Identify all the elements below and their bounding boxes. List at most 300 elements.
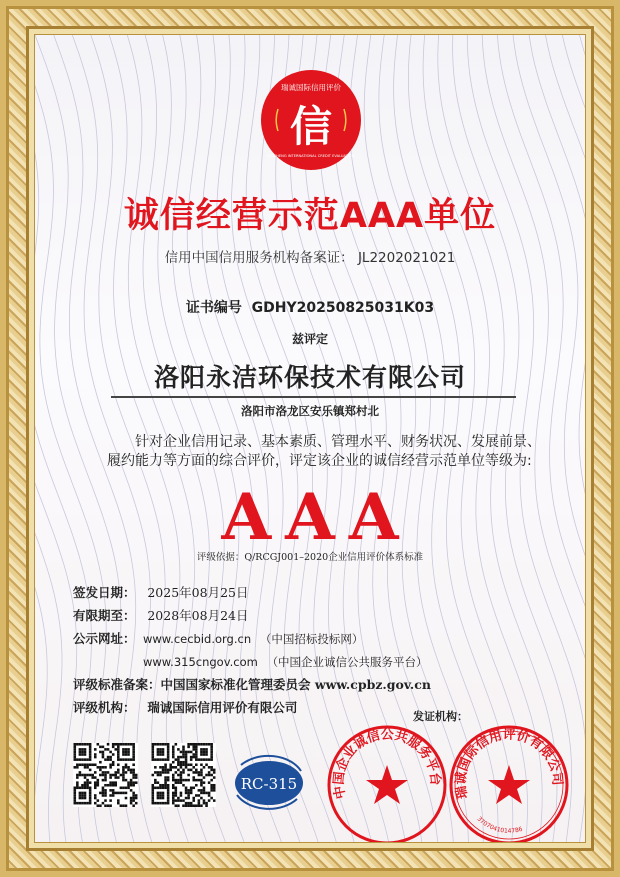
qr-module [195, 769, 198, 772]
qr-module [84, 763, 87, 766]
qr-module [104, 776, 107, 779]
website-link-2[interactable]: www.315cngov.com [143, 655, 258, 669]
seal-text: 中国企业诚信公共服务平台 [331, 727, 443, 801]
qr-module [81, 758, 84, 761]
qr-module [132, 753, 135, 756]
qr-module [198, 743, 201, 746]
qr-module [132, 784, 135, 787]
qr-module [203, 789, 206, 792]
qr-module [89, 787, 92, 790]
qr-module [167, 769, 170, 772]
qr-module [127, 787, 130, 790]
qr-module [132, 763, 135, 766]
qr-module [192, 766, 195, 769]
qr-module [203, 753, 206, 756]
website-name-1: （中国招标投标网） [259, 632, 364, 646]
qr-module [89, 746, 92, 749]
qr-module [177, 797, 180, 800]
qr-module [187, 751, 190, 754]
qr-module [210, 753, 213, 756]
qr-module [185, 789, 188, 792]
qr-module [203, 799, 206, 802]
registration-number: 信用中国信用服务机构备案证： JL2202021021 [164, 250, 456, 266]
qr-module [76, 763, 79, 766]
qr-module [97, 799, 100, 802]
qr-module [84, 766, 87, 769]
qr-module [187, 746, 190, 749]
qr-module [112, 753, 115, 756]
qr-module [203, 748, 206, 751]
qr-code-1[interactable] [73, 743, 138, 807]
qr-module [89, 769, 92, 772]
qr-module [135, 776, 138, 779]
qr-module [200, 784, 203, 787]
qr-module [89, 758, 92, 761]
qr-module [190, 804, 193, 807]
qr-module [190, 743, 193, 746]
qr-module [175, 781, 178, 784]
qr-module [102, 766, 105, 769]
qr-module [213, 787, 216, 790]
qr-module [79, 763, 82, 766]
qr-module [112, 781, 115, 784]
certificate-body [34, 34, 586, 843]
seal-text: 瑞诚国际信用评价有限公司 [453, 727, 565, 801]
qr-module [180, 761, 183, 764]
qr-module [74, 758, 77, 761]
qr-module [205, 792, 208, 795]
qr-module [152, 774, 155, 777]
qr-module [157, 774, 160, 777]
qr-module [203, 766, 206, 769]
qr-module [172, 748, 175, 751]
qr-module [180, 779, 183, 782]
wave-line [35, 35, 47, 843]
qr-module [187, 769, 190, 772]
qr-module [74, 766, 77, 769]
qr-module [198, 799, 201, 802]
qr-module [152, 792, 155, 795]
qr-module [198, 779, 201, 782]
website-row [73, 630, 363, 647]
qr-module [132, 758, 135, 761]
qr-module [81, 792, 84, 795]
qr-module [167, 787, 170, 790]
qr-module [120, 743, 123, 746]
qr-module [208, 766, 211, 769]
website-link-1[interactable]: www.cecbid.org.cn [143, 632, 252, 646]
qr-module [200, 743, 203, 746]
qr-module [177, 774, 180, 777]
qr-module [117, 771, 120, 774]
qr-module [107, 758, 110, 761]
qr-module [210, 769, 213, 772]
qr-module [200, 771, 203, 774]
qr-module [157, 794, 160, 797]
qr-module [99, 751, 102, 754]
valid-date-label: 有限期至： [73, 608, 136, 623]
qr-module [203, 776, 206, 779]
qr-module [187, 743, 190, 746]
qr-module [102, 751, 105, 754]
issuer-label: 发证机构： [413, 710, 468, 723]
qr-module [74, 794, 77, 797]
qr-module [122, 743, 125, 746]
qr-module [190, 802, 193, 805]
wave-line [35, 35, 62, 843]
qr-module [182, 751, 185, 754]
qr-module [205, 743, 208, 746]
qr-module [89, 751, 92, 754]
qr-module [203, 781, 206, 784]
qr-module [81, 748, 84, 751]
issue-date: 2025年08月25日 [147, 585, 249, 600]
qr-module [114, 748, 117, 751]
qr-module [114, 784, 117, 787]
qr-module [210, 797, 213, 800]
qr-module [200, 758, 203, 761]
qr-module [94, 781, 97, 784]
qr-module [152, 756, 155, 759]
company-address: 洛阳市洛龙区安乐镇郑村北 [241, 404, 379, 418]
qr-module [203, 743, 206, 746]
qr-module [159, 784, 162, 787]
rc315-logo [231, 751, 307, 811]
qr-module [130, 769, 133, 772]
qr-module [175, 779, 178, 782]
qr-module [76, 758, 79, 761]
qr-module [122, 748, 125, 751]
qr-module [125, 787, 128, 790]
qr-module [167, 779, 170, 782]
qr-module [112, 784, 115, 787]
qr-module [132, 756, 135, 759]
qr-module [86, 766, 89, 769]
qr-module [210, 766, 213, 769]
qr-module [200, 753, 203, 756]
qr-module [125, 766, 128, 769]
qr-module [132, 748, 135, 751]
qr-module [185, 787, 188, 790]
qr-module [185, 802, 188, 805]
qr-module [94, 776, 97, 779]
qr-module [120, 787, 123, 790]
qr-module [177, 756, 180, 759]
qr-module [195, 771, 198, 774]
qr-module [94, 784, 97, 787]
qr-module [132, 751, 135, 754]
qr-module [114, 792, 117, 795]
qr-module [164, 781, 167, 784]
website-name-2: （中国企业诚信公共服务平台） [266, 655, 428, 669]
qr-module [125, 804, 128, 807]
qr-module [159, 802, 162, 805]
qr-module [162, 784, 165, 787]
qr-module [79, 802, 82, 805]
qr-module [81, 787, 84, 790]
certificate-number-label: 证书编号 [185, 300, 242, 316]
qr-module [192, 753, 195, 756]
qr-module [175, 799, 178, 802]
qr-module [198, 802, 201, 805]
qr-module [154, 779, 157, 782]
qr-module [104, 748, 107, 751]
qr-module [89, 794, 92, 797]
qr-module [195, 753, 198, 756]
qr-module [132, 771, 135, 774]
qr-module [195, 758, 198, 761]
valid-date: 2028年08月24日 [147, 608, 249, 623]
qr-module [94, 753, 97, 756]
qr-module [104, 789, 107, 792]
qr-module [132, 776, 135, 779]
qr-module [182, 746, 185, 749]
qr-module [200, 797, 203, 800]
qr-module [200, 779, 203, 782]
qr-module [162, 787, 165, 790]
qr-module [102, 794, 105, 797]
qr-module [132, 769, 135, 772]
qr-module [76, 766, 79, 769]
qr-module [152, 784, 155, 787]
qr-module [86, 784, 89, 787]
qr-module [167, 753, 170, 756]
qr-module [175, 766, 178, 769]
qr-module [162, 792, 165, 795]
qr-module [107, 784, 110, 787]
qr-module [94, 763, 97, 766]
qr-module [177, 748, 180, 751]
qr-module [91, 774, 94, 777]
qr-module [81, 751, 84, 754]
description-line: 履约能力等方面的综合评价，评定该企业的诚信经营示范单位等级为: [107, 453, 532, 469]
qr-module [117, 756, 120, 759]
qr-module [185, 804, 188, 807]
qr-module [162, 794, 165, 797]
qr-module [177, 779, 180, 782]
qr-module [208, 771, 211, 774]
qr-module [109, 784, 112, 787]
qr-module [167, 799, 170, 802]
qr-module [99, 769, 102, 772]
qr-module [154, 802, 157, 805]
qr-module [109, 799, 112, 802]
qr-module [84, 743, 87, 746]
qr-module [172, 766, 175, 769]
qr-module [97, 804, 100, 807]
qr-module [172, 794, 175, 797]
qr-module [135, 802, 138, 805]
qr-module [109, 758, 112, 761]
qr-module [192, 746, 195, 749]
qr-module [86, 763, 89, 766]
qr-module [122, 804, 125, 807]
qr-module [89, 774, 92, 777]
qr-module [152, 746, 155, 749]
qr-module [185, 766, 188, 769]
qr-module [205, 751, 208, 754]
qr-module [79, 797, 82, 800]
qr-module [86, 802, 89, 805]
qr-module [167, 797, 170, 800]
qr-module [152, 799, 155, 802]
qr-module [192, 797, 195, 800]
qr-module [132, 804, 135, 807]
qr-module [180, 781, 183, 784]
qr-module [152, 753, 155, 756]
qr-module [132, 797, 135, 800]
qr-module [210, 787, 213, 790]
rc315-text: RC-315 [240, 775, 298, 793]
qr-module [164, 784, 167, 787]
qr-module [175, 787, 178, 790]
qr-module [210, 756, 213, 759]
qr-module [182, 804, 185, 807]
qr-module [132, 799, 135, 802]
seal-agency [447, 723, 571, 843]
qr-module [175, 771, 178, 774]
qr-module [152, 743, 155, 746]
qr-module [89, 748, 92, 751]
qr-module [205, 763, 208, 766]
qr-module [177, 769, 180, 772]
qr-module [175, 789, 178, 792]
qr-module [79, 743, 82, 746]
qr-module [74, 792, 77, 795]
qr-module [117, 776, 120, 779]
qr-module [117, 751, 120, 754]
qr-module [76, 774, 79, 777]
qr-module [99, 746, 102, 749]
qr-module [122, 787, 125, 790]
divider [111, 396, 516, 398]
wave-line [580, 35, 587, 843]
qr-module [172, 784, 175, 787]
qr-module [157, 797, 160, 800]
qr-module [198, 789, 201, 792]
qr-module [89, 802, 92, 805]
qr-module [210, 789, 213, 792]
qr-module [182, 761, 185, 764]
qr-module [81, 743, 84, 746]
qr-module [84, 784, 87, 787]
qr-module [127, 743, 130, 746]
qr-module [175, 743, 178, 746]
qr-module [192, 776, 195, 779]
qr-module [187, 804, 190, 807]
qr-module [86, 787, 89, 790]
qr-module [167, 789, 170, 792]
qr-code-2[interactable] [151, 743, 216, 807]
qr-module [187, 802, 190, 805]
seal-platform [325, 723, 449, 843]
qr-module [192, 804, 195, 807]
qr-module [135, 797, 138, 800]
qr-module [180, 771, 183, 774]
qr-module [89, 763, 92, 766]
qr-module [205, 802, 208, 805]
description-line: 针对企业信用记录、基本素质、管理水平、财务状况、发展前景、 [135, 434, 541, 450]
qr-module [213, 776, 216, 779]
qr-module [192, 748, 195, 751]
qr-module [81, 794, 84, 797]
qr-module [190, 758, 193, 761]
qr-module [159, 766, 162, 769]
qr-module [164, 766, 167, 769]
qr-module [195, 756, 198, 759]
qr-module [164, 776, 167, 779]
qr-module [127, 753, 130, 756]
qr-module [89, 743, 92, 746]
qr-module [125, 771, 128, 774]
qr-module [187, 763, 190, 766]
qr-module [84, 802, 87, 805]
qr-module [192, 756, 195, 759]
qr-module [180, 766, 183, 769]
qr-module [157, 787, 160, 790]
qr-module [81, 797, 84, 800]
qr-module [164, 771, 167, 774]
qr-module [104, 758, 107, 761]
qr-module [187, 779, 190, 782]
qr-module [198, 794, 201, 797]
qr-module [114, 776, 117, 779]
qr-module [169, 766, 172, 769]
qr-module [205, 804, 208, 807]
qr-module [132, 792, 135, 795]
qr-module [102, 774, 105, 777]
qr-module [109, 751, 112, 754]
qr-module [127, 769, 130, 772]
qr-module [180, 794, 183, 797]
qr-module [81, 753, 84, 756]
qr-module [104, 794, 107, 797]
qr-module [114, 774, 117, 777]
qr-module [167, 758, 170, 761]
qr-module [125, 753, 128, 756]
qr-module [182, 753, 185, 756]
issue-date-row [73, 584, 248, 601]
qr-module [107, 743, 110, 746]
qr-module [130, 758, 133, 761]
qr-module [86, 779, 89, 782]
qr-module [117, 799, 120, 802]
qr-module [180, 763, 183, 766]
rating-basis: 评级依据：Q/RCGJ001–2020企业信用评价体系标准 [196, 552, 424, 563]
logo-bottom-text: RUICHENG INTERNATIONAL CREDIT EVALUATION [267, 154, 355, 158]
qr-module [162, 766, 165, 769]
qr-module [205, 758, 208, 761]
qr-module [122, 758, 125, 761]
qr-module [91, 763, 94, 766]
qr-module [109, 794, 112, 797]
qr-module [159, 794, 162, 797]
qr-module [190, 789, 193, 792]
qr-module [162, 802, 165, 805]
qr-module [180, 792, 183, 795]
qr-module [210, 779, 213, 782]
qr-module [122, 769, 125, 772]
qr-module [107, 756, 110, 759]
qr-module [89, 781, 92, 784]
qr-module [99, 804, 102, 807]
qr-module [127, 766, 130, 769]
qr-module [76, 802, 79, 805]
qr-module [104, 779, 107, 782]
standard-row [73, 676, 431, 693]
qr-module [182, 748, 185, 751]
qr-module [84, 781, 87, 784]
